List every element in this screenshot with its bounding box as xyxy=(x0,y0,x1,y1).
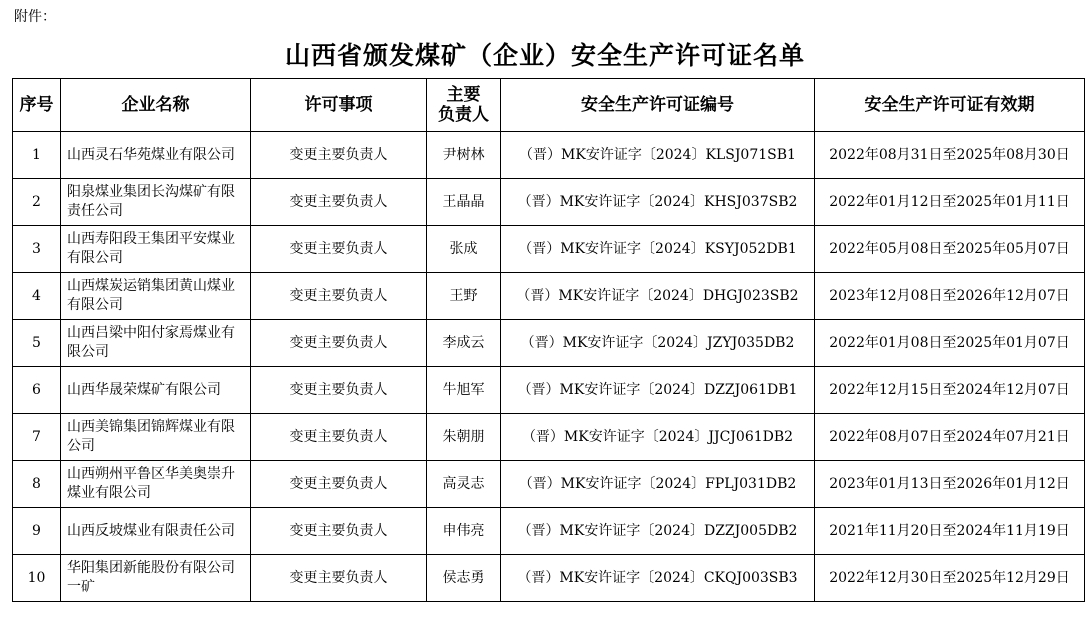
cell-matter: 变更主要负责人 xyxy=(251,555,427,602)
cell-license-no: （晋）MK安许证字〔2024〕DZZJ061DB1 xyxy=(501,367,815,414)
cell-person: 朱朝朋 xyxy=(427,414,501,461)
cell-person: 尹树林 xyxy=(427,132,501,179)
cell-company: 山西美锦集团锦辉煤业有限公司 xyxy=(61,414,251,461)
cell-license-no: （晋）MK安许证字〔2024〕CKQJ003SB3 xyxy=(501,555,815,602)
cell-company: 山西华晟荣煤矿有限公司 xyxy=(61,367,251,414)
cell-index: 2 xyxy=(13,179,61,226)
cell-license-no: （晋）MK安许证字〔2024〕KLSJ071SB1 xyxy=(501,132,815,179)
table-row xyxy=(13,273,1085,320)
table-row xyxy=(13,414,1085,461)
cell-index: 6 xyxy=(13,367,61,414)
cell-validity: 2023年01月13日至2026年01月12日 xyxy=(815,461,1085,508)
header-license-no: 安全生产许可证编号 xyxy=(501,79,815,132)
attachment-label: 附件： xyxy=(14,9,56,25)
cell-company: 山西灵石华苑煤业有限公司 xyxy=(61,132,251,179)
cell-person: 李成云 xyxy=(427,320,501,367)
cell-index: 8 xyxy=(13,461,61,508)
cell-matter: 变更主要负责人 xyxy=(251,132,427,179)
cell-validity: 2022年12月15日至2024年12月07日 xyxy=(815,367,1085,414)
cell-validity: 2022年08月31日至2025年08月30日 xyxy=(815,132,1085,179)
table-row xyxy=(13,508,1085,555)
cell-validity: 2022年01月12日至2025年01月11日 xyxy=(815,179,1085,226)
cell-index: 9 xyxy=(13,508,61,555)
cell-person: 王晶晶 xyxy=(427,179,501,226)
cell-company: 山西反坡煤业有限责任公司 xyxy=(61,508,251,555)
header-company: 企业名称 xyxy=(61,79,251,132)
cell-company: 山西寿阳段王集团平安煤业有限公司 xyxy=(61,226,251,273)
cell-license-no: （晋）MK安许证字〔2024〕FPLJ031DB2 xyxy=(501,461,815,508)
cell-company: 山西吕梁中阳付家焉煤业有限公司 xyxy=(61,320,251,367)
cell-validity: 2022年01月08日至2025年01月07日 xyxy=(815,320,1085,367)
cell-validity: 2022年08月07日至2024年07月21日 xyxy=(815,414,1085,461)
cell-license-no: （晋）MK安许证字〔2024〕DZZJ005DB2 xyxy=(501,508,815,555)
cell-validity: 2022年12月30日至2025年12月29日 xyxy=(815,555,1085,602)
header-index: 序号 xyxy=(13,79,61,132)
cell-license-no: （晋）MK安许证字〔2024〕JJCJ061DB2 xyxy=(501,414,815,461)
table-header-row xyxy=(13,79,1085,132)
license-table xyxy=(12,78,1085,602)
header-validity: 安全生产许可证有效期 xyxy=(815,79,1085,132)
table-row xyxy=(13,367,1085,414)
table-row xyxy=(13,461,1085,508)
cell-company: 山西煤炭运销集团黄山煤业有限公司 xyxy=(61,273,251,320)
cell-matter: 变更主要负责人 xyxy=(251,273,427,320)
cell-person: 牛旭军 xyxy=(427,367,501,414)
table-row xyxy=(13,179,1085,226)
table-row xyxy=(13,320,1085,367)
cell-matter: 变更主要负责人 xyxy=(251,508,427,555)
cell-index: 3 xyxy=(13,226,61,273)
cell-index: 10 xyxy=(13,555,61,602)
cell-matter: 变更主要负责人 xyxy=(251,461,427,508)
table-row xyxy=(13,555,1085,602)
cell-person: 张成 xyxy=(427,226,501,273)
cell-company: 山西朔州平鲁区华美奥崇升煤业有限公司 xyxy=(61,461,251,508)
cell-matter: 变更主要负责人 xyxy=(251,179,427,226)
cell-validity: 2023年12月08日至2026年12月07日 xyxy=(815,273,1085,320)
cell-person: 侯志勇 xyxy=(427,555,501,602)
cell-index: 7 xyxy=(13,414,61,461)
cell-license-no: （晋）MK安许证字〔2024〕KHSJ037SB2 xyxy=(501,179,815,226)
cell-matter: 变更主要负责人 xyxy=(251,414,427,461)
cell-matter: 变更主要负责人 xyxy=(251,320,427,367)
cell-validity: 2022年05月08日至2025年05月07日 xyxy=(815,226,1085,273)
cell-index: 1 xyxy=(13,132,61,179)
header-person-line2: 负责人 xyxy=(438,105,489,125)
header-matter: 许可事项 xyxy=(251,79,427,132)
cell-license-no: （晋）MK安许证字〔2024〕KSYJ052DB1 xyxy=(501,226,815,273)
table-row xyxy=(13,226,1085,273)
cell-index: 4 xyxy=(13,273,61,320)
cell-person: 高灵志 xyxy=(427,461,501,508)
cell-license-no: （晋）MK安许证字〔2024〕DHGJ023SB2 xyxy=(501,273,815,320)
cell-person: 王野 xyxy=(427,273,501,320)
header-person-line1: 主要 xyxy=(446,85,481,105)
header-person xyxy=(427,79,501,132)
cell-matter: 变更主要负责人 xyxy=(251,226,427,273)
cell-index: 5 xyxy=(13,320,61,367)
table-row xyxy=(13,132,1085,179)
document-title: 山西省颁发煤矿（企业）安全生产许可证名单 xyxy=(284,41,805,70)
cell-license-no: （晋）MK安许证字〔2024〕JZYJ035DB2 xyxy=(501,320,815,367)
cell-matter: 变更主要负责人 xyxy=(251,367,427,414)
cell-company: 华阳集团新能股份有限公司一矿 xyxy=(61,555,251,602)
cell-person: 申伟亮 xyxy=(427,508,501,555)
cell-company: 阳泉煤业集团长沟煤矿有限责任公司 xyxy=(61,179,251,226)
cell-validity: 2021年11月20日至2024年11月19日 xyxy=(815,508,1085,555)
